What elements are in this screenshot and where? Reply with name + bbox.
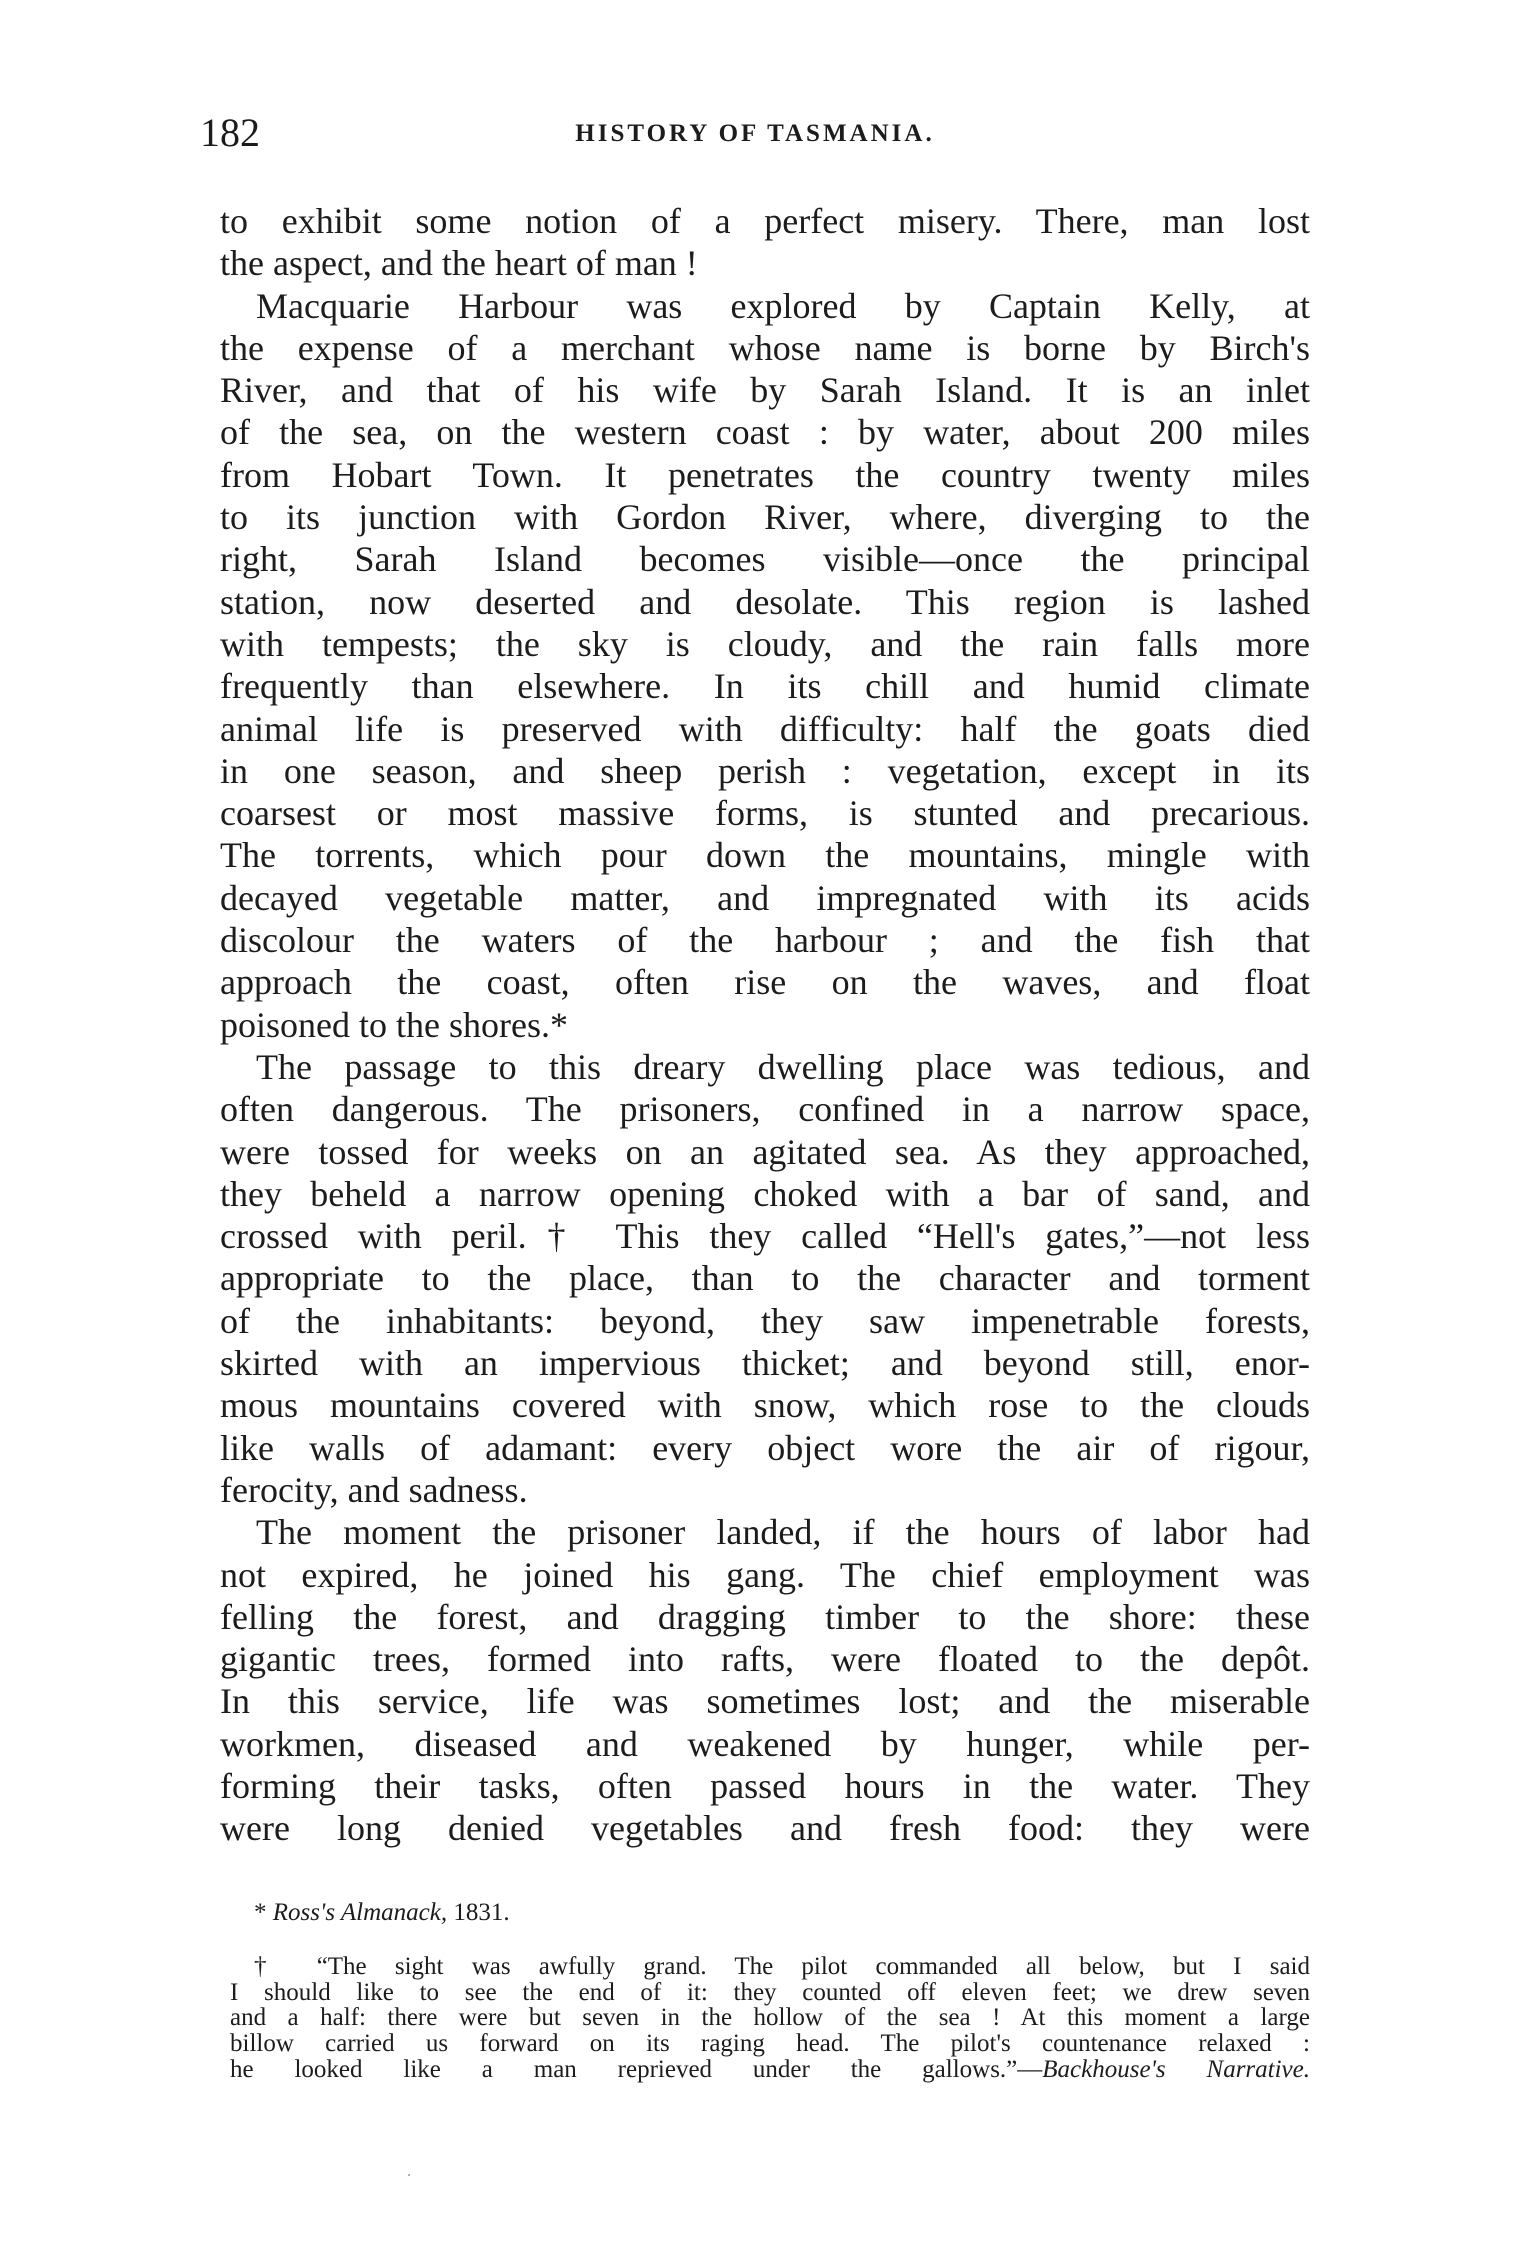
text-line: the aspect, and the heart of man ! xyxy=(220,243,698,284)
text-line: from Hobart Town. It penetrates the country twenty miles xyxy=(220,454,1310,495)
footnote-line: he looked like a man reprieved under the gallows.”— xyxy=(230,2055,1043,2083)
footnote-star xyxy=(230,1900,1310,1926)
text-line: right, Sarah Island becomes visible—once the principal xyxy=(220,539,1310,580)
text-line: poisoned to the shores.* xyxy=(220,1004,568,1045)
text-line: frequently than elsewhere. In its chill and humid climate xyxy=(220,666,1310,707)
text-line: of the inhabitants: beyond, they saw impenetrable forests, xyxy=(220,1300,1310,1341)
footnote-source: Backhouse's Narrative. xyxy=(1042,2055,1310,2083)
footnote-source: Ross's Almanack, xyxy=(272,1899,448,1926)
text-line: with tempests; the sky is cloudy, and the rain falls more xyxy=(220,623,1310,664)
text-line: often dangerous. The prisoners, confined in a narrow space, xyxy=(220,1089,1310,1130)
text-line: ferocity, and sadness. xyxy=(220,1469,528,1510)
footnote-line: billow carried us forward on its raging head. The pilot's countenance relaxed : xyxy=(230,2030,1310,2058)
text-line: not expired, he joined his gang. The chief employment was xyxy=(220,1554,1310,1595)
footnote-line: and a half: there were but seven in the hollow of the sea ! At this moment a large xyxy=(230,2004,1310,2032)
footnote-line: † “The sight was awfully grand. The pilot commanded all below, but I said xyxy=(254,1952,1310,1980)
text-line: workmen, diseased and weakened by hunger, while per- xyxy=(220,1723,1310,1764)
text-line: to exhibit some notion of a perfect misery. There, man lost xyxy=(220,201,1310,241)
text-line: animal life is preserved with difficulty: half the goats died xyxy=(220,708,1310,749)
page-header xyxy=(200,108,1310,158)
text-line: crossed with peril.† This they called “Hell's gates,”—not less xyxy=(220,1216,1310,1257)
text-line: were long denied vegetables and fresh food: they were xyxy=(220,1808,1310,1849)
paragraph-start-line: The moment the prisoner landed, if the hours of labor had xyxy=(256,1512,1310,1553)
text-line: in one season, and sheep perish : vegetation, except in its xyxy=(220,750,1310,791)
text-line: approach the coast, often rise on the waves, and float xyxy=(220,962,1310,1003)
page-number: 182 xyxy=(200,110,260,155)
running-head: HISTORY OF TASMANIA. xyxy=(575,120,935,147)
text-line: station, now deserted and desolate. This region is lashed xyxy=(220,581,1310,622)
footnote-mark: * xyxy=(254,1899,267,1926)
text-line: River, and that of his wife by Sarah Island. It is an inlet xyxy=(220,370,1310,411)
text-line: mous mountains covered with snow, which rose to the clouds xyxy=(220,1385,1310,1426)
text-line: of the sea, on the western coast : by water, about 200 miles xyxy=(220,412,1310,453)
text-line: gigantic trees, formed into rafts, were floated to the depôt. xyxy=(220,1639,1310,1680)
body-text xyxy=(220,200,1310,1850)
text-line: the expense of a merchant whose name is borne by Birch's xyxy=(220,327,1310,368)
text-line: skirted with an impervious thicket; and beyond still, enor- xyxy=(220,1343,1310,1384)
text-line: forming their tasks, often passed hours in the water. They xyxy=(220,1765,1310,1806)
text-line: The torrents, which pour down the mountains, mingle with xyxy=(220,835,1310,876)
text-line: felling the forest, and dragging timber to the shore: these xyxy=(220,1596,1310,1637)
text-line: appropriate to the place, than to the character and torment xyxy=(220,1258,1310,1299)
text-line: to its junction with Gordon River, where, diverging to the xyxy=(220,497,1310,538)
paragraph-start-line: The passage to this dreary dwelling place was tedious, and xyxy=(256,1046,1310,1087)
text-line: like walls of adamant: every object wore the air of rigour, xyxy=(220,1427,1310,1468)
scan-speck xyxy=(408,2174,410,2176)
text-line: coarsest or most massive forms, is stunted and precarious. xyxy=(220,793,1310,834)
text-line: they beheld a narrow opening choked with a bar of sand, and xyxy=(220,1173,1310,1214)
paragraph-start-line: Macquarie Harbour was explored by Captain Kelly, at xyxy=(256,285,1310,326)
text-line: discolour the waters of the harbour ; and the fish that xyxy=(220,920,1310,961)
footnote-year: 1831. xyxy=(453,1899,510,1926)
footnote-line: I should like to see the end of it: they counted off eleven feet; we drew seven xyxy=(230,1978,1310,2006)
text-line: were tossed for weeks on an agitated sea. As they approached, xyxy=(220,1131,1310,1172)
text-line: decayed vegetable matter, and impregnated with its acids xyxy=(220,877,1310,918)
footnotes xyxy=(230,1900,1310,2083)
footnote-dagger-last-line xyxy=(230,2057,1310,2083)
text-line: In this service, life was sometimes lost; and the miserable xyxy=(220,1681,1310,1722)
